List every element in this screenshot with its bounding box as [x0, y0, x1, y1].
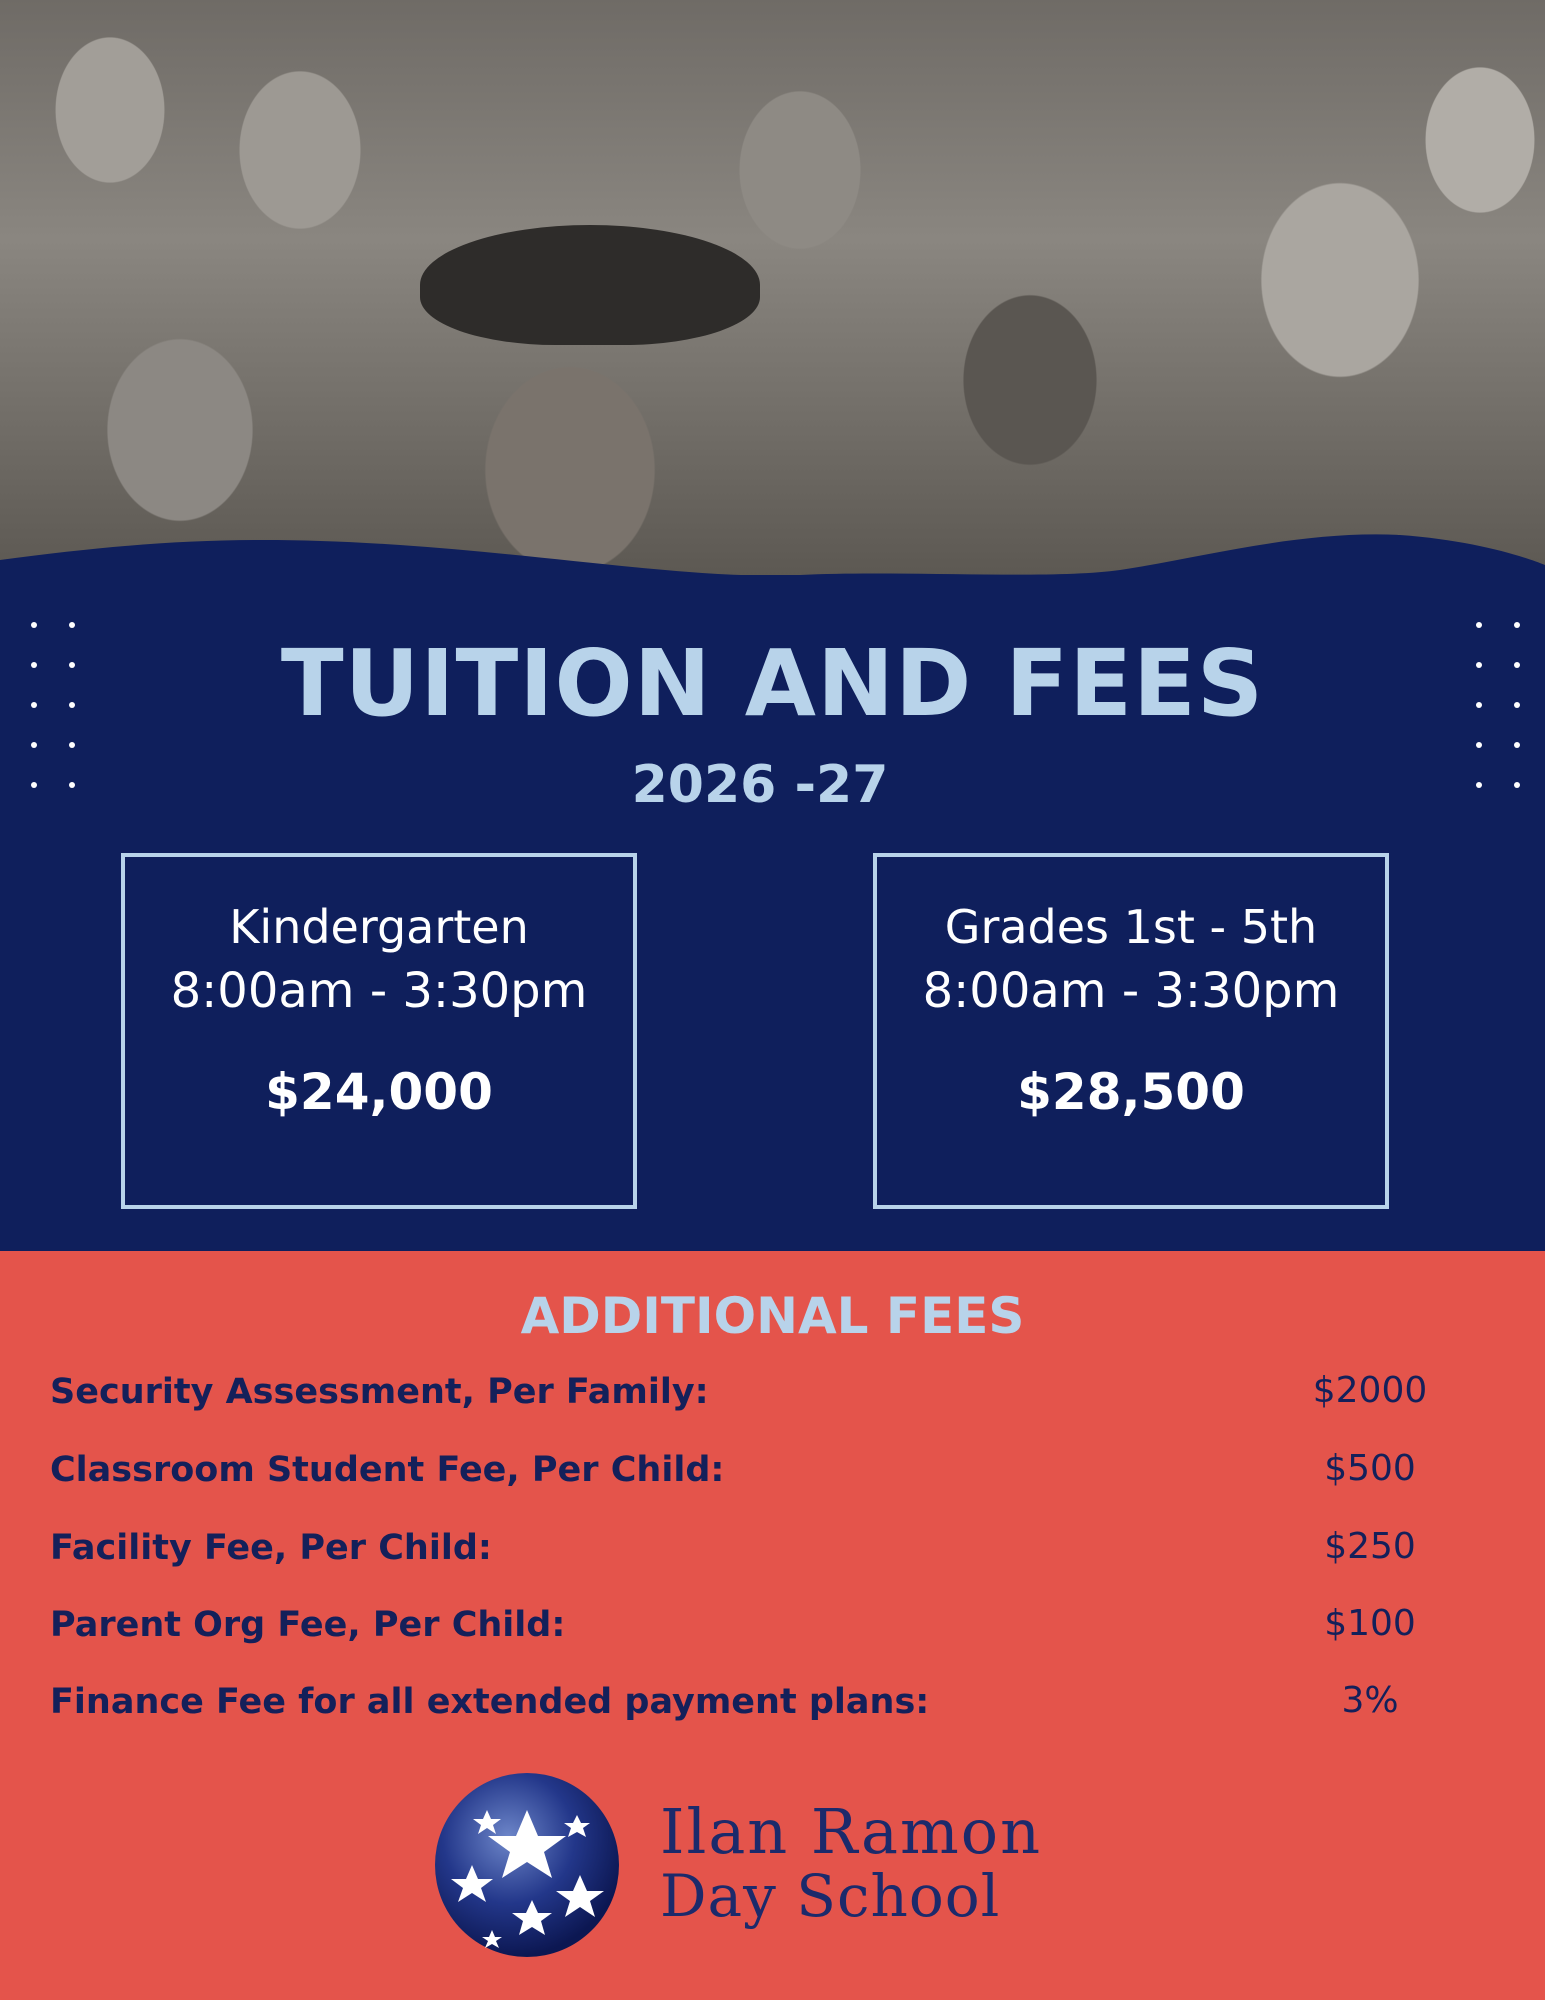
fee-label: Parent Org Fee, Per Child:	[50, 1605, 566, 1645]
fee-label: Security Assessment, Per Family:	[50, 1372, 709, 1412]
grades-card	[873, 853, 1389, 1209]
school-year: 2026 -27	[631, 755, 889, 815]
school-logo-globe-icon	[432, 1770, 622, 1960]
fee-row	[50, 1528, 1450, 1588]
additional-fees-title: ADDITIONAL FEES	[520, 1287, 1025, 1345]
fee-amount: $500	[1324, 1448, 1416, 1489]
page-title: TUITION AND FEES	[280, 630, 1265, 737]
program-price: $24,000	[265, 1063, 493, 1121]
program-price: $28,500	[1017, 1063, 1245, 1121]
fee-amount: 3%	[1341, 1680, 1399, 1721]
fee-row	[50, 1682, 1450, 1742]
fee-amount: $2000	[1312, 1370, 1428, 1411]
fee-row	[50, 1605, 1450, 1665]
program-grade: Grades 1st - 5th	[944, 900, 1318, 954]
fee-amount: $100	[1324, 1603, 1416, 1644]
program-hours: 8:00am - 3:30pm	[170, 963, 588, 1019]
school-logo-text	[660, 1795, 1043, 1930]
logo-line-2: Day School	[660, 1862, 1001, 1930]
fee-label: Finance Fee for all extended payment plans:	[50, 1682, 930, 1722]
program-hours: 8:00am - 3:30pm	[922, 963, 1340, 1019]
fee-amount: $250	[1324, 1526, 1416, 1567]
fee-row	[50, 1450, 1450, 1510]
logo-line-1: Ilan Ramon	[660, 1795, 1043, 1868]
program-grade: Kindergarten	[229, 900, 529, 954]
fee-label: Facility Fee, Per Child:	[50, 1528, 492, 1568]
kindergarten-card	[121, 853, 637, 1209]
fee-row	[50, 1372, 1450, 1432]
fee-label: Classroom Student Fee, Per Child:	[50, 1450, 725, 1490]
photo-hat-shape	[420, 225, 760, 345]
